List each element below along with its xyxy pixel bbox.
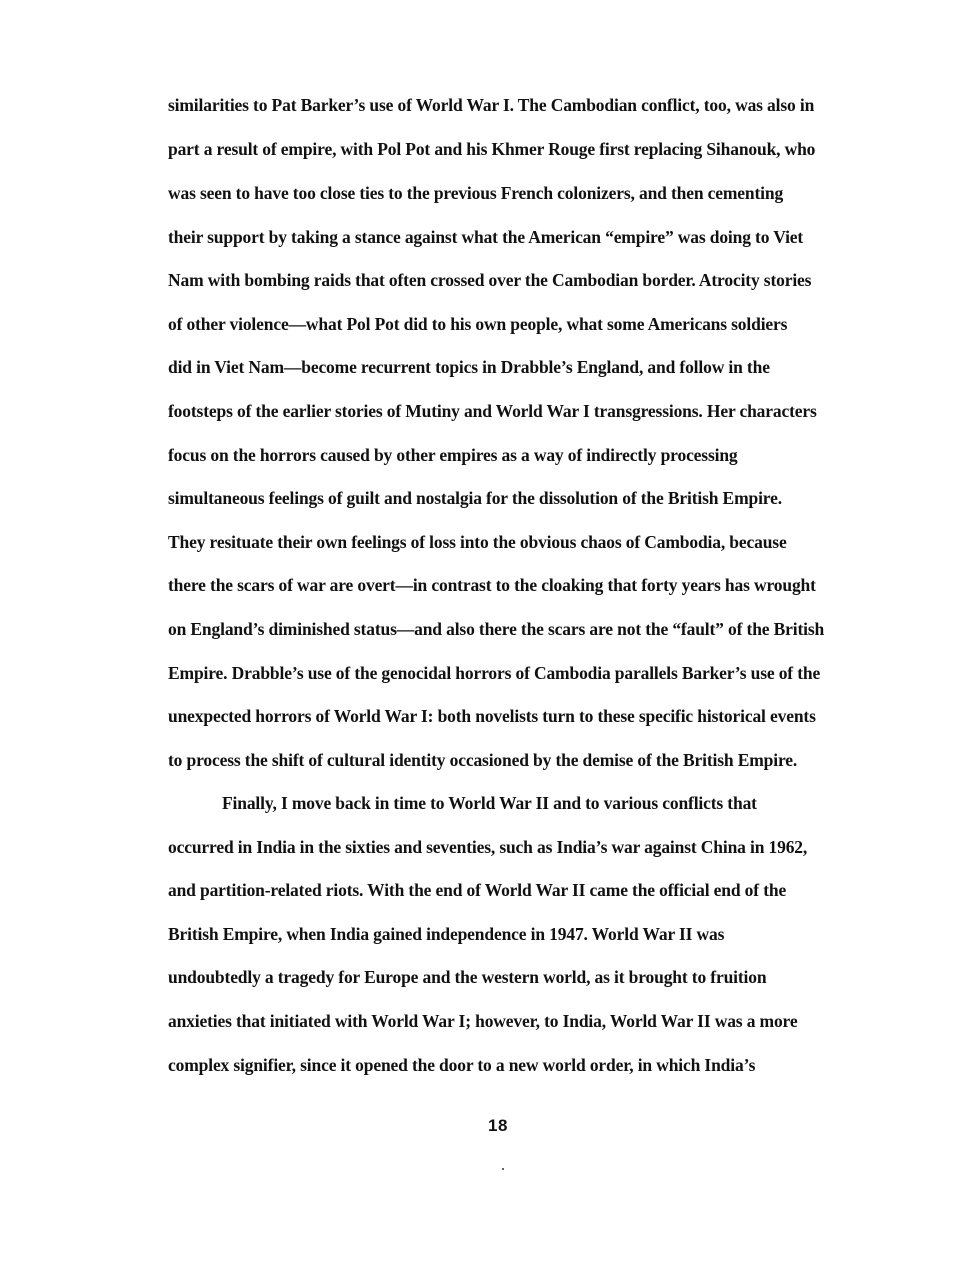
- text-line: unexpected horrors of World War I: both novelists turn to these specific historical events: [168, 706, 816, 726]
- page-number: 18: [488, 1116, 508, 1135]
- text-line: footsteps of the earlier stories of Mutiny and World War I transgressions. Her characters: [168, 401, 817, 421]
- text-line: British Empire, when India gained independence in 1947. World War II was: [168, 924, 725, 944]
- text-line: was seen to have too close ties to the previous French colonizers, and then cementing: [168, 183, 784, 203]
- text-line: of other violence—what Pol Pot did to his own people, what some Americans soldiers: [168, 314, 788, 334]
- text-line: their support by taking a stance against what the American “empire” was doing to Viet: [168, 227, 804, 247]
- text-line: on England’s diminished status—and also there the scars are not the “fault” of the British: [168, 619, 825, 639]
- text-line: occurred in India in the sixties and seventies, such as India’s war against China in 1962,: [168, 837, 808, 857]
- paragraph-first-line: Finally, I move back in time to World War II and to various conflicts that: [222, 793, 757, 813]
- text-line: They resituate their own feelings of loss into the obvious chaos of Cambodia, because: [168, 532, 787, 552]
- text-line: undoubtedly a tragedy for Europe and the western world, as it brought to fruition: [168, 967, 767, 987]
- text-line: focus on the horrors caused by other empires as a way of indirectly processing: [168, 445, 738, 465]
- text-line: part a result of empire, with Pol Pot and his Khmer Rouge first replacing Sihanouk, who: [168, 139, 816, 159]
- text-line: complex signifier, since it opened the door to a new world order, in which India’s: [168, 1055, 756, 1075]
- text-line: there the scars of war are overt—in contrast to the cloaking that forty years has wrought: [168, 575, 816, 595]
- text-line: to process the shift of cultural identity occasioned by the demise of the British Empire.: [168, 750, 798, 770]
- text-line: similarities to Pat Barker’s use of World War I. The Cambodian conflict, too, was also in: [168, 95, 815, 115]
- text-line: and partition-related riots. With the end of World War II came the official end of the: [168, 880, 787, 900]
- text-line: Empire. Drabble’s use of the genocidal horrors of Cambodia parallels Barker’s use of the: [168, 663, 821, 683]
- text-line: Nam with bombing raids that often crossed over the Cambodian border. Atrocity stories: [168, 270, 812, 290]
- text-line: did in Viet Nam—become recurrent topics in Drabble’s England, and follow in the: [168, 357, 770, 377]
- text-line: simultaneous feelings of guilt and nostalgia for the dissolution of the British Empire.: [168, 488, 782, 508]
- text-line: anxieties that initiated with World War I; however, to India, World War II was a more: [168, 1011, 798, 1031]
- scan-speck: [502, 1168, 504, 1170]
